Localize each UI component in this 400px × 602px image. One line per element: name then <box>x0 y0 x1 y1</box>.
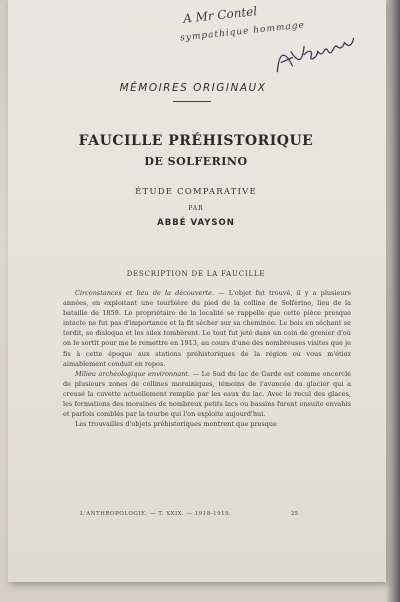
paragraph-context <box>63 369 351 419</box>
paragraph-context-lead: Milieu archéologique environnant. <box>75 369 190 378</box>
article-title: FAUCILLE PRÉHISTORIQUE <box>78 133 314 149</box>
paragraph-findings: Les trouvailles d'objets préhistoriques montrent que presque <box>75 420 277 429</box>
handwritten-dedication-line1: A Mr Contel <box>182 4 258 26</box>
paragraph-discovery-text: — L'objet fut trouvé, il y a plusieurs années, en exploitant une tourbière du pied de la colline de Solferino, lieu de la bataille de 1859. Le propriétaire de la localité se rappelle que cette pièce presque intacte ne fut pas d'importance et la fit sécher sur sa cheminée. Le bois en séchant se tordit, se disloqua et les silex tombèrent. Le tout fut jeté dans un coin de grenier d'où on le sortit pour me le remettre en 1913, au cours d'une des nombreuses visites que je fis à cette époque aux stations préhistoriques de la région où vous m'étiez aimablement conduit en repos. <box>63 289 351 368</box>
document-page <box>8 0 386 582</box>
study-label: ÉTUDE COMPARATIVE <box>135 187 257 197</box>
paragraph-context-text: — Le Sud du lac de Garde est comme encerclé de plusieurs zones de collines morainiques, témoins de l'avancée du glacier qui a creusé la cuvette actuellement remplie par les eaux du lac. Avec le recul des glaces, les formations des moraines de nombreux petits lacs ou bassins furent ensuite envahis et parfois comblés par la tourbe qui l'on exploite aujourd'hui. <box>63 369 351 419</box>
page-mark: 25 <box>291 511 298 517</box>
scan-edge-shadow <box>386 0 400 602</box>
header-divider <box>173 101 211 102</box>
paragraph-discovery <box>63 288 351 369</box>
handwritten-dedication-line2: sympathique hommage <box>179 20 306 44</box>
article-body <box>63 288 351 429</box>
by-label: PAR <box>188 205 204 212</box>
author-signature <box>268 28 363 79</box>
paragraph-discovery-lead: Circonstances et lieu de la découverte. <box>75 289 214 297</box>
journal-reference: L'ANTHROPOLOGIE. — T. XXIX. — 1918-1919. <box>80 511 232 517</box>
page-footer <box>80 511 310 517</box>
author-name: ABBÉ VAYSON <box>157 218 235 228</box>
section-header: MÉMOIRES ORIGINAUX <box>119 82 267 94</box>
article-subtitle: DE SOLFERINO <box>144 155 248 168</box>
description-heading: DESCRIPTION DE LA FAUCILLE <box>126 270 266 278</box>
